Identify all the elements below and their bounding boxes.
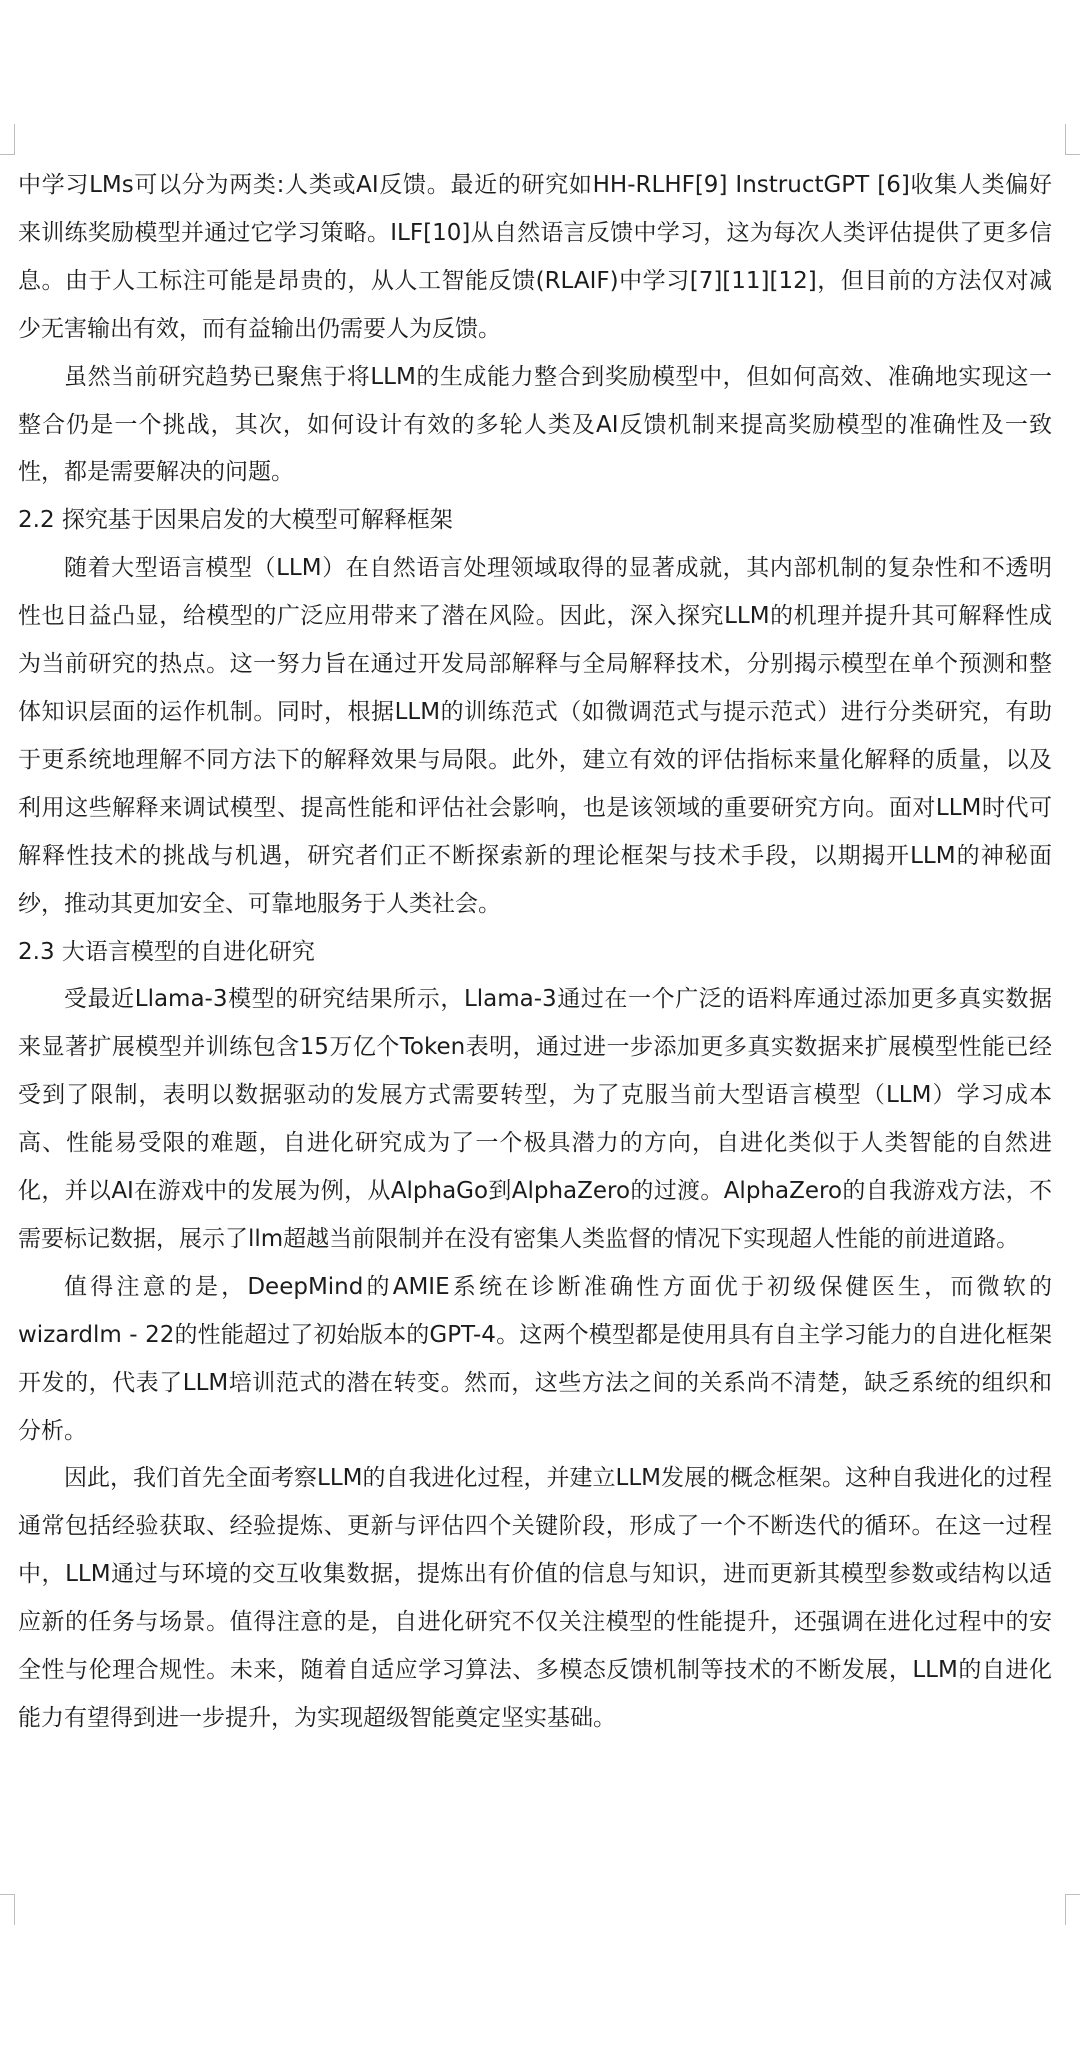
document-body [18,162,1052,1743]
paragraph-reward-model-challenge: 虽然当前研究趋势已聚焦于将LLM的生成能力整合到奖励模型中，但如何高效、准确地实现这一整合仍是一个挑战，其次，如何设计有效的多轮人类及AI反馈机制来提高奖励模型的准确性及一致性，都是需要解决的问题。 [18,363,1052,486]
margin-marker-bottom-right [1065,1894,1080,1925]
paragraph-feedback-learning: 中学习LMs可以分为两类:人类或AI反馈。最近的研究如HH-RLHF[9] InstructGPT [6]收集人类偏好来训练奖励模型并通过它学习策略。ILF[10]从自然语言反馈中学习，这为每次人类评估提供了更多信息。由于人工标注可能是昂贵的，从人工智能反馈(RLAIF)中学习[7][11][12]，但目前的方法仅对减少无害输出有效，而有益输出仍需要人为反馈。 [18,172,1052,342]
paragraph-interpretability: 随着大型语言模型（LLM）在自然语言处理领域取得的显著成就，其内部机制的复杂性和不透明性也日益凸显，给模型的广泛应用带来了潜在风险。因此，深入探究LLM的机理并提升其可解释性成为当前研究的热点。这一努力旨在通过开发局部解释与全局解释技术，分别揭示模型在单个预测和整体知识层面的运作机制。同时，根据LLM的训练范式（如微调范式与提示范式）进行分类研究，有助于更系统地理解不同方法下的解释效果与局限。此外，建立有效的评估指标来量化解释的质量，以及利用这些解释来调试模型、提高性能和评估社会影响，也是该领域的重要研究方向。面对LLM时代可解释性技术的挑战与机遇，研究者们正不断探索新的理论框架与技术手段，以期揭开LLM的神秘面纱，推动其更加安全、可靠地服务于人类社会。 [18,555,1052,917]
section-heading-2-3: 2.3 大语言模型的自进化研究 [18,938,315,965]
margin-marker-bottom-left [0,1894,15,1925]
paragraph-self-evolution-examples: 值得注意的是，DeepMind的AMIE系统在诊断准确性方面优于初级保健医生，而微软的wizardlm - 22的性能超过了初始版本的GPT-4。这两个模型都是使用具有自主学习能力的自进化框架开发的，代表了LLM培训范式的潜在转变。然而，这些方法之间的关系尚不清楚，缺乏系统的组织和分析。 [18,1273,1052,1444]
margin-marker-top-right [1065,124,1080,155]
section-heading-2-2: 2.2 探究基于因果启发的大模型可解释框架 [18,507,453,534]
paragraph-self-evolution-intro: 受最近Llama-3模型的研究结果所示，Llama-3通过在一个广泛的语料库通过添加更多真实数据来显著扩展模型并训练包含15万亿个Token表明，通过进一步添加更多真实数据来扩展模型性能已经受到了限制，表明以数据驱动的发展方式需要转型，为了克服当前大型语言模型（LLM）学习成本高、性能易受限的难题，自进化研究成为了一个极具潜力的方向，自进化类似于人类智能的自然进化，并以AI在游戏中的发展为例，从AlphaGo到AlphaZero的过渡。AlphaZero的自我游戏方法，不需要标记数据，展示了llm超越当前限制并在没有密集人类监督的情况下实现超人性能的前进道路。 [18,986,1052,1252]
paragraph-self-evolution-framework: 因此，我们首先全面考察LLM的自我进化过程，并建立LLM发展的概念框架。这种自我进化的过程通常包括经验获取、经验提炼、更新与评估四个关键阶段，形成了一个不断迭代的循环。在这一过程中，LLM通过与环境的交互收集数据，提炼出有价值的信息与知识，进而更新其模型参数或结构以适应新的任务与场景。值得注意的是，自进化研究不仅关注模型的性能提升，还强调在进化过程中的安全性与伦理合规性。未来，随着自适应学习算法、多模态反馈机制等技术的不断发展，LLM的自进化能力有望得到进一步提升，为实现超级智能奠定坚实基础。 [18,1465,1052,1731]
margin-marker-top-left [0,124,15,155]
